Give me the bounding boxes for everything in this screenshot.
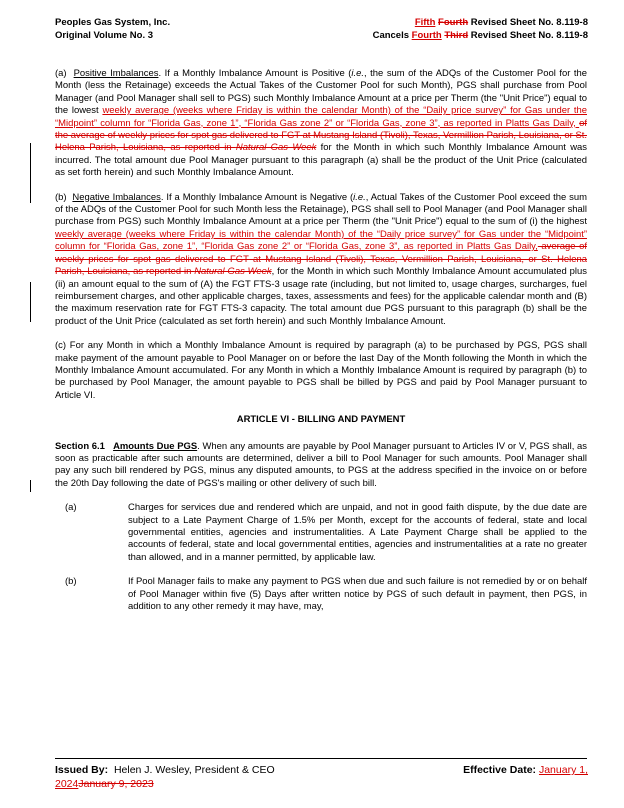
revision-change-bar — [30, 143, 31, 203]
section-heading: Amounts Due PGS — [113, 440, 198, 452]
inserted-text: weekly average (weeks where Friday is within the calendar Month) of the “Daily price survey” for Gas under the “Midpoint” column for “Florida Gas, zone 1”, “Florida Gas zone 2” or “Florida Gas, zone 3”, as reported in Platts Gas Daily, — [55, 105, 587, 129]
volume-number: Original Volume No. 3 — [55, 30, 154, 41]
effective-date-deleted: January 9, 2023 — [78, 778, 154, 790]
cancels-sheet: Cancels Fourth Third Revised Sheet No. 8.119-8 — [372, 30, 588, 41]
effective-date: Effective Date: January 1, — [463, 764, 588, 776]
paragraph-positive-imbalances: (a) Positive Imbalances. If a Monthly Imbalance Amount is Positive (i.e., the sum of the ADQs of the Customer Pool for the Month (less the Retainage) exceeds the Actual Takes of the Customer Pool for such Month), PGS shall purchase from Pool Manager (and Pool Manager shall sell to PGS) such Monthly Imbalance Amount at a price per Therm (the "Unit Price") equal to the lowest weekly average (weeks where Friday is within the calendar Month) of the “Daily price survey” for Gas under the “Midpoint” column for “Florida Gas, zone 1”, “Florida Gas zone 2” or “Florida Gas, zone 3”, as reported in Platts Gas Daily, of the average of weekly prices for spot gas delivered to FGT at Mustang Island (Tivoli), Texas, Vermillion Parish, Louisiana, or St. Helena Parish, Louisiana, as reported in Natural Gas Week for the Month in which such Monthly Imbalance Amount was incurred. The total amount due Pool Manager pursuant to this paragraph (a) shall be the product of the Unit Price (calculated as set forth herein) and such Monthly Imbalance Amount. — [55, 68, 587, 179]
section-6-1: Section 6.1 Amounts Due PGS. When any amounts are payable by Pool Manager pursuant to Articles IV or V, PGS shall, as soon as practicable after such amounts are determined, deliver a bill to Pool Manager for such amounts. Pool Manager shall pay any such bill rendered by PGS, minus any disputed amounts, to PGS at the address specified in the invoice on or before the 20th Day following the date of PGS's mailing or other delivery of such bill. — [55, 440, 587, 489]
heading-negative-imbalances: Negative Imbalances — [72, 191, 161, 203]
deleted-text: Natural Gas Week — [194, 266, 272, 278]
effective-year-inserted: 2024 — [55, 778, 79, 790]
page-header — [55, 16, 588, 42]
revision-change-bar — [30, 480, 31, 492]
heading-positive-imbalances: Positive Imbalances — [73, 68, 159, 79]
article-title: ARTICLE VI - BILLING AND PAYMENT — [236, 414, 406, 426]
deleted-text: average of weekly prices for spot gas delivered to FGT at Mustang Island (Tivoli), Texas, Vermillion Parish, Louisiana, or St. Helena Parish, Louisiana, as reported in — [55, 241, 587, 278]
document-body — [55, 68, 587, 625]
list-item: (a) Charges for services due and rendered which are unpaid, and not in good faith dispute, by the due date are subject to a Late Payment Charge of 1.5% per Month, except for the accounts of federal, state and local governmental entities, agencies and instrumentalities. A Late Payment Charge shall be applied to the accounts of federal, state and local governmental entities, agencies and instrumentalities at a rate no greater than allowed, and in a manner permitted, by applicable law. — [65, 502, 587, 563]
page-footer — [55, 763, 588, 791]
company-name: Peoples Gas System, Inc. — [55, 17, 171, 28]
deleted-text: of the average of weekly prices for spot gas delivered to FGT at Mustang Island (Tivoli), Texas, Vermillion Parish, Louisiana, or St. Helena Parish, Louisiana, as reported in — [55, 117, 587, 154]
footer-divider — [55, 758, 587, 759]
paragraph-negative-imbalances: (b) Negative Imbalances. If a Monthly Imbalance Amount is Negative (i.e., Actual Takes of the Customer Pool exceed the sum of the ADQs of the Customer Pool for such Month less the Retainage), PGS shall sell to Pool Manager (and Pool Manager shall purchase from PGS) such Monthly Imbalance Amount at a price per Therm (the "Unit Price") equal to the sum of (i) the highest weekly average (weeks where Friday is within the calendar Month) of the “Daily price survey” for Gas under the “Midpoint” column for “Florida Gas, zone 1”, “Florida Gas zone 2” or “Florida Gas, zone 3”, as reported in Platts Gas Daily, average of weekly prices for spot gas delivered to FGT at Mustang Island (Tivoli), Texas, Vermillion Parish, Louisiana, or St. Helena Parish, Louisiana, as reported in Natural Gas Week, for the Month in which such Monthly Imbalance Amount accumulated plus (ii) an amount equal to the sum of (A) the FGT FTS-3 usage rate (including, but not limited to, usage charges, surcharges, fuel reimbursement charges, and other applicable charges, taxes, assessments and fees) for the applicable calendar month and (B) the maximum reservation rate for FGT FTS-3 capacity. The total amount due PGS pursuant to this paragraph (b) shall be the product of the Unit Price (calculated as set forth herein) and such Monthly Imbalance Amount. — [55, 191, 588, 327]
inserted-text: weekly average (weeks where Friday is within the calendar Month) of the “Daily price survey” for Gas under the “Midpoint” column for “Florida Gas, zone 1”, “Florida Gas zone 2” or “Florida Gas, zone 3”, as reported in Platts Gas Daily, — [55, 228, 587, 253]
list-item: (b) If Pool Manager fails to make any payment to PGS when due and such failure is not remedied by or on behalf of Pool Manager within five (5) Days after written notice by PGS of such default in payment, then PGS, in addition to any other remedy it may have, may, — [65, 576, 587, 613]
issued-by: Issued By: Helen J. Wesley, President & CEO — [55, 764, 275, 776]
paragraph-c: (c) For any Month in which a Monthly Imbalance Amount is required by paragraph (a) to be purchased by PGS, PGS shall make payment of the amount payable to Pool Manager on or before the last Day of the Month following the Month in which the Monthly Imbalance Amount accumulated. For any Month in which a Monthly Imbalance Amount is required by paragraph (b) to be purchased by Pool Manager, the amount payable to PGS shall be billed by PGS and paid by Pool Manager pursuant to Article VI. — [55, 340, 587, 401]
deleted-text: Natural Gas Week — [235, 142, 317, 154]
sheet-number: Fifth Fourth Revised Sheet No. 8.119-8 — [414, 17, 588, 28]
revision-change-bar — [30, 282, 31, 322]
